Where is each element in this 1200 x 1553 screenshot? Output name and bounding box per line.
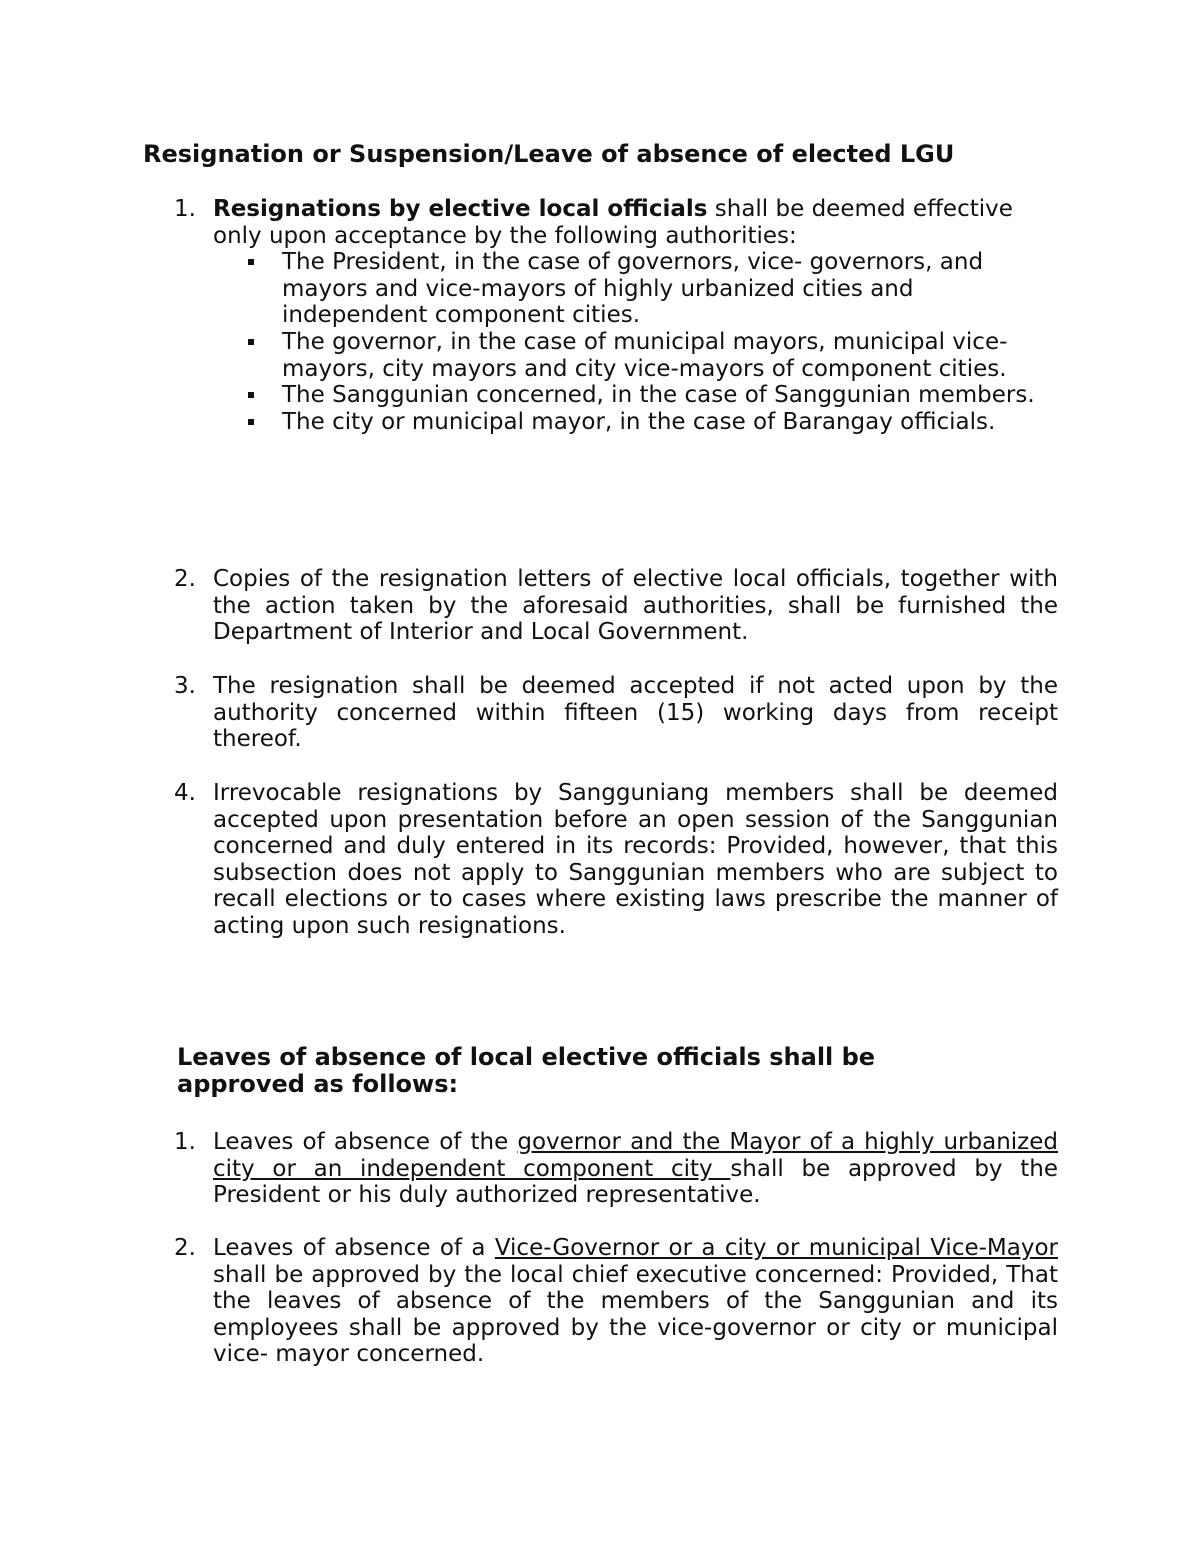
item-text — [213, 1235, 1058, 1368]
item-text-lead: Leaves of absence of the — [213, 1129, 518, 1155]
list-item-text: The Sanggunian concerned, in the case of Sanggunian members. — [282, 382, 1035, 409]
square-bullet-icon — [248, 339, 254, 345]
underlined-text: governor and the Mayor of a highly urbanized city or an independent component city — [213, 1129, 1058, 1182]
resignation-item-3 — [174, 673, 1058, 753]
square-bullet-icon — [248, 392, 254, 398]
list-item — [213, 409, 1042, 436]
item-lead-bold: Resignations by elective local officials — [213, 196, 708, 222]
item-text-lead: Leaves of absence of a — [213, 1235, 495, 1261]
item-number: 2. — [174, 566, 196, 592]
item-text: Copies of the resignation letters of elective local officials, together with the action taken by the aforesaid authorities, shall be furnished the Department of Interior and Local Government. — [213, 566, 1058, 646]
underlined-text: Vice-Governor or a city or municipal Vice-Mayor — [494, 1235, 1058, 1261]
square-bullet-icon — [248, 259, 254, 265]
leave-item-1 — [174, 1129, 1058, 1209]
list-item-text: The city or municipal mayor, in the case of Barangay officials. — [282, 408, 996, 435]
authority-list — [213, 249, 1058, 435]
list-item — [213, 382, 1042, 409]
item-lead-rest: shall be deemed effective only upon acceptance by the following authorities: — [213, 196, 1013, 249]
section-heading: Leaves of absence of local elective officials shall be approved as follows: — [177, 1043, 876, 1098]
item-text: The resignation shall be deemed accepted if not acted upon by the authority concerned within fifteen (15) working days from receipt thereof. — [213, 673, 1058, 753]
item-text-rest: shall be approved by the local chief executive concerned: Provided, That the leaves of absence of the members of the Sanggunian and its employees shall be approved by the vice-governor or city or municipal vice- mayor concerned. — [213, 1261, 1058, 1368]
item-number: 3. — [174, 673, 196, 699]
item-number: 1. — [174, 196, 196, 222]
square-bullet-icon — [248, 419, 254, 425]
item-text-rest: shall be approved by the President or his duly authorized representative. — [213, 1155, 1059, 1209]
leave-item-2 — [174, 1235, 1058, 1368]
item-number: 2. — [174, 1235, 196, 1261]
list-item — [213, 249, 1042, 329]
resignation-item-2 — [174, 566, 1058, 646]
page-title: Resignation or Suspension/Leave of absence of elected LGU — [143, 140, 955, 168]
item-text: Irrevocable resignations by Sangguniang members shall be deemed accepted upon presentation before an open session of the Sanggunian concerned and duly entered in its records: Provided, however, that this subsection does not apply to Sanggunian members who are subject to recall elections or to cases where existing laws prescribe the manner of acting upon such resignations. — [213, 780, 1058, 939]
item-text — [213, 1129, 1058, 1209]
list-item-text: The governor, in the case of municipal mayors, municipal vice-mayors, city mayors and city vice-mayors of component cities. — [282, 328, 1008, 382]
item-number: 4. — [174, 780, 196, 806]
resignation-item-4 — [174, 780, 1058, 940]
item-text — [213, 196, 1058, 249]
resignation-item-1 — [174, 196, 1058, 435]
item-number: 1. — [174, 1129, 196, 1155]
list-item-text: The President, in the case of governors, vice- governors, and mayors and vice-mayors of highly urbanized cities and independent component cities. — [282, 249, 984, 329]
list-item — [213, 329, 1042, 382]
